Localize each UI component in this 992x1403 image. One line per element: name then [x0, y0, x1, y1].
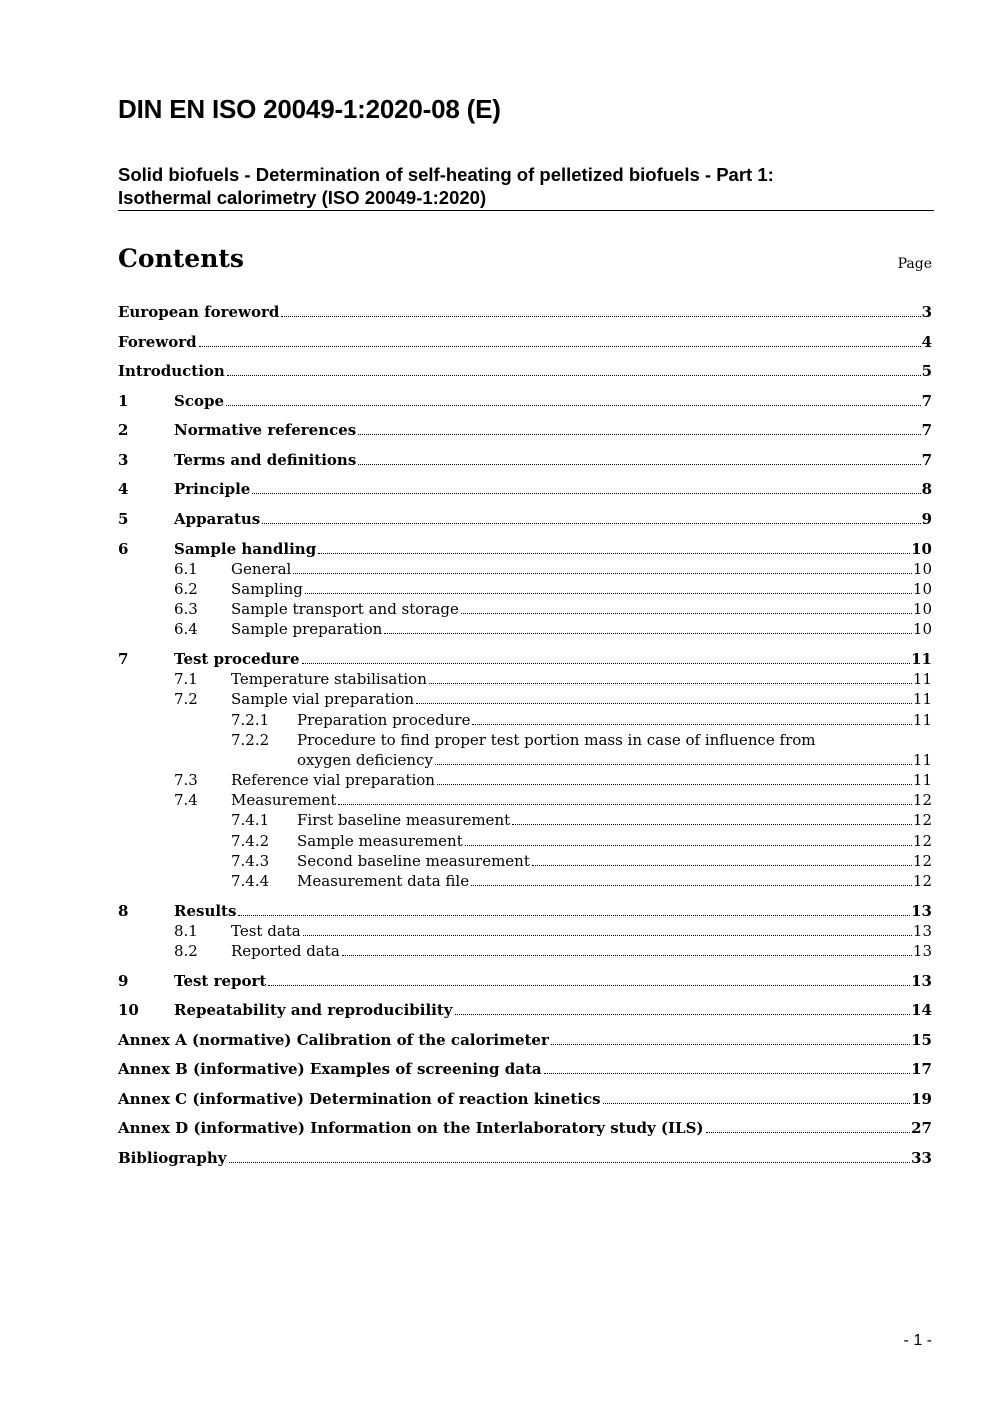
- toc-entry[interactable]: [118, 790, 932, 810]
- toc-entry-title: Terms and definitions: [174, 450, 357, 469]
- toc-entry-number: 7.4.4: [231, 872, 270, 891]
- dot-leader: [227, 375, 921, 376]
- dot-leader: [338, 804, 912, 805]
- toc-entry-page: 11: [912, 750, 932, 769]
- dot-leader: [268, 985, 910, 986]
- contents-heading: Contents: [118, 244, 245, 273]
- dot-leader: [532, 865, 912, 866]
- dot-leader: [461, 613, 912, 614]
- toc-entry-title: Test procedure: [174, 649, 300, 668]
- toc-entry-number: 6.4: [174, 620, 198, 639]
- toc-entry-page: 33: [911, 1149, 932, 1168]
- dot-leader: [472, 724, 911, 725]
- toc-entry[interactable]: [118, 1089, 932, 1109]
- toc-entry[interactable]: [118, 559, 932, 579]
- dot-leader: [603, 1103, 911, 1104]
- dot-leader: [512, 824, 912, 825]
- toc-entry-title: Sample preparation: [231, 620, 383, 639]
- toc-entry-title: Sampling: [231, 580, 303, 598]
- toc-entry-number: 8.1: [174, 921, 198, 940]
- toc-entry-number: 3: [118, 450, 129, 469]
- toc-entry-title: Annex A (normative) Calibration of the calorimeter: [118, 1030, 549, 1049]
- toc-entry[interactable]: [118, 619, 932, 639]
- toc-entry-page: 9: [921, 510, 932, 529]
- toc-entry[interactable]: [118, 851, 932, 871]
- toc-entry[interactable]: [118, 332, 932, 352]
- toc-entry-page: 7: [921, 391, 932, 410]
- document-subtitle: [118, 163, 934, 209]
- toc-entry-title: Annex D (informative) Information on the Interlaboratory study (ILS): [118, 1119, 704, 1138]
- toc-entry[interactable]: [118, 941, 932, 961]
- toc-entry-title: Reported data: [231, 941, 340, 960]
- toc-entry[interactable]: [118, 509, 932, 529]
- toc-entry[interactable]: [118, 901, 932, 921]
- toc-entry[interactable]: [118, 730, 932, 770]
- dot-leader: [229, 1162, 911, 1163]
- toc-entry-number: 7.2.2: [231, 730, 270, 749]
- toc-entry-title: Measurement data file: [297, 872, 470, 891]
- toc-entry[interactable]: [118, 710, 932, 730]
- dot-leader: [252, 493, 920, 494]
- toc-entry-title: General: [231, 559, 292, 578]
- toc-entry-number: 6.2: [174, 580, 198, 598]
- toc-entry-page: 12: [912, 811, 932, 830]
- toc-entry-title: Second baseline measurement: [297, 851, 530, 870]
- toc-entry-number: 7.4: [174, 791, 198, 810]
- toc-entry-number: 7.4.3: [231, 851, 270, 870]
- toc-entry[interactable]: [118, 450, 932, 470]
- toc-entry[interactable]: [118, 770, 932, 790]
- toc-entry-number: 9: [118, 971, 129, 990]
- dot-leader: [302, 663, 911, 664]
- toc-entry[interactable]: [118, 871, 932, 891]
- toc-entry-page: 7: [921, 450, 932, 469]
- toc-entry-page: 10: [912, 580, 932, 598]
- toc-entry-title: First baseline measurement: [297, 811, 511, 830]
- toc-entry-number: 7.2: [174, 690, 198, 709]
- dot-leader: [435, 764, 912, 765]
- dot-leader: [358, 434, 920, 435]
- toc-entry-title: Temperature stabilisation: [231, 670, 427, 689]
- toc-entry[interactable]: [118, 361, 932, 381]
- toc-entry-title: Sample transport and storage: [231, 600, 459, 619]
- toc-entry-title: Sample measurement: [297, 831, 463, 850]
- toc-entry-number: 7.4.1: [231, 811, 270, 830]
- toc-entry-title: Test data: [231, 921, 301, 940]
- dot-leader: [281, 316, 920, 317]
- toc-entry-title: Preparation procedure: [297, 710, 471, 729]
- toc-entry-title: Apparatus: [174, 510, 261, 529]
- toc-entry-number: 1: [118, 391, 129, 410]
- toc-entry-title: Normative references: [174, 421, 357, 440]
- toc-entry-title: Reference vial preparation: [231, 771, 435, 790]
- toc-entry-page: 10: [912, 600, 932, 619]
- toc-entry[interactable]: [118, 1000, 932, 1020]
- toc-entry-page: 13: [912, 941, 932, 960]
- toc-entry-title: Principle: [174, 480, 251, 499]
- toc-entry-page: 8: [921, 480, 932, 499]
- toc-entry-number: 5: [118, 510, 129, 529]
- dot-leader: [429, 683, 912, 684]
- toc-entry-number: 2: [118, 421, 129, 440]
- dot-leader: [342, 955, 912, 956]
- toc-entry-number: 6: [118, 539, 129, 558]
- toc-entry-number: 6.3: [174, 600, 198, 619]
- toc-entry[interactable]: [118, 579, 932, 599]
- toc-entry-page: 12: [912, 831, 932, 850]
- dot-leader: [305, 593, 912, 594]
- toc-entry-title: Measurement: [231, 791, 337, 810]
- toc-entry[interactable]: [118, 599, 932, 619]
- dot-leader: [551, 1044, 910, 1045]
- table-of-contents: [118, 302, 932, 1168]
- subtitle-line-2: Isothermal calorimetry (ISO 20049-1:2020): [118, 187, 487, 208]
- toc-entry-title: Test report: [174, 971, 267, 990]
- toc-entry[interactable]: [118, 810, 932, 830]
- subtitle-line-1: Solid biofuels - Determination of self-heating of pelletized biofuels - Part 1:: [118, 164, 774, 185]
- toc-entry-title: Annex B (informative) Examples of screening data: [118, 1060, 542, 1079]
- toc-entry-page: 12: [912, 851, 932, 870]
- dot-leader: [293, 573, 912, 574]
- page-column-label: Page: [897, 256, 932, 272]
- toc-entry[interactable]: [118, 1059, 932, 1079]
- toc-entry-number: 6.1: [174, 559, 198, 578]
- toc-entry[interactable]: [118, 1118, 932, 1138]
- toc-entry-number: 7.2.1: [231, 710, 270, 729]
- toc-entry-title: Introduction: [118, 362, 225, 381]
- dot-leader: [437, 784, 912, 785]
- dot-leader: [465, 845, 912, 846]
- dot-leader: [471, 885, 912, 886]
- toc-entry-title-continued: oxygen deficiency: [297, 750, 433, 769]
- toc-entry-page: 11: [912, 690, 932, 709]
- toc-entry-page: 27: [911, 1119, 932, 1138]
- toc-entry-number: 8: [118, 901, 129, 920]
- toc-entry-page: 19: [911, 1089, 932, 1108]
- toc-entry-page: 12: [912, 791, 932, 810]
- toc-entry-title: Annex C (informative) Determination of reaction kinetics: [118, 1089, 601, 1108]
- toc-entry[interactable]: [118, 1148, 932, 1168]
- dot-leader: [384, 633, 912, 634]
- toc-entry-page: 4: [921, 332, 932, 351]
- toc-entry-number: 8.2: [174, 941, 198, 960]
- toc-entry[interactable]: [118, 391, 932, 411]
- title-rule: [118, 210, 934, 211]
- toc-entry-page: 11: [911, 649, 932, 668]
- dot-leader: [358, 464, 920, 465]
- toc-entry-page: 12: [912, 872, 932, 891]
- toc-entry-title: Sample vial preparation: [231, 690, 415, 709]
- dot-leader: [199, 346, 921, 347]
- toc-entry-title: Scope: [174, 391, 225, 410]
- toc-entry-page: 7: [921, 421, 932, 440]
- dot-leader: [706, 1132, 911, 1133]
- toc-entry[interactable]: [118, 1030, 932, 1050]
- toc-entry-page: 10: [911, 539, 932, 558]
- toc-entry-page: 3: [921, 303, 932, 321]
- toc-entry-number: 7.4.2: [231, 831, 270, 850]
- toc-entry[interactable]: [118, 302, 932, 322]
- dot-leader: [318, 553, 910, 554]
- dot-leader: [262, 523, 920, 524]
- toc-entry-number: 7.1: [174, 670, 198, 689]
- page-number: - 1 -: [903, 1332, 932, 1349]
- toc-entry-page: 10: [912, 620, 932, 639]
- toc-entry[interactable]: [118, 669, 932, 689]
- toc-entry-page: 15: [911, 1030, 932, 1049]
- toc-entry[interactable]: [118, 971, 932, 991]
- dot-leader: [226, 405, 921, 406]
- toc-entry[interactable]: [118, 420, 932, 440]
- toc-entry[interactable]: [118, 539, 932, 559]
- toc-entry-page: 11: [912, 670, 932, 689]
- toc-entry-page: 11: [912, 710, 932, 729]
- toc-entry-title: Results: [174, 901, 237, 920]
- document-id: DIN EN ISO 20049-1:2020-08 (E): [118, 94, 501, 124]
- toc-entry-page: 10: [912, 559, 932, 578]
- dot-leader: [303, 935, 912, 936]
- toc-entry-number: 7.3: [174, 771, 198, 790]
- toc-entry-title: European foreword: [118, 303, 280, 321]
- toc-entry-page: 17: [911, 1060, 932, 1079]
- toc-entry-title: Bibliography: [118, 1149, 227, 1168]
- toc-entry[interactable]: [118, 831, 932, 851]
- toc-entry-page: 13: [911, 971, 932, 990]
- toc-entry-title: Procedure to find proper test portion mass in case of influence from: [297, 730, 816, 749]
- toc-entry-title: Foreword: [118, 332, 197, 351]
- toc-entry[interactable]: [118, 689, 932, 709]
- toc-entry-title: Repeatability and reproducibility: [174, 1001, 453, 1020]
- toc-entry-number: 7: [118, 649, 129, 668]
- dot-leader: [544, 1073, 911, 1074]
- dot-leader: [455, 1014, 911, 1015]
- toc-entry-number: 4: [118, 480, 129, 499]
- toc-entry-page: 14: [911, 1001, 932, 1020]
- toc-entry-page: 11: [912, 771, 932, 790]
- toc-entry[interactable]: [118, 649, 932, 669]
- toc-entry[interactable]: [118, 479, 932, 499]
- toc-entry-page: 5: [921, 362, 932, 381]
- toc-entry-page: 13: [911, 901, 932, 920]
- dot-leader: [416, 703, 912, 704]
- toc-entry-number: 10: [118, 1001, 139, 1020]
- toc-entry-page: 13: [912, 921, 932, 940]
- toc-entry[interactable]: [118, 921, 932, 941]
- toc-entry-title: Sample handling: [174, 539, 317, 558]
- dot-leader: [238, 915, 910, 916]
